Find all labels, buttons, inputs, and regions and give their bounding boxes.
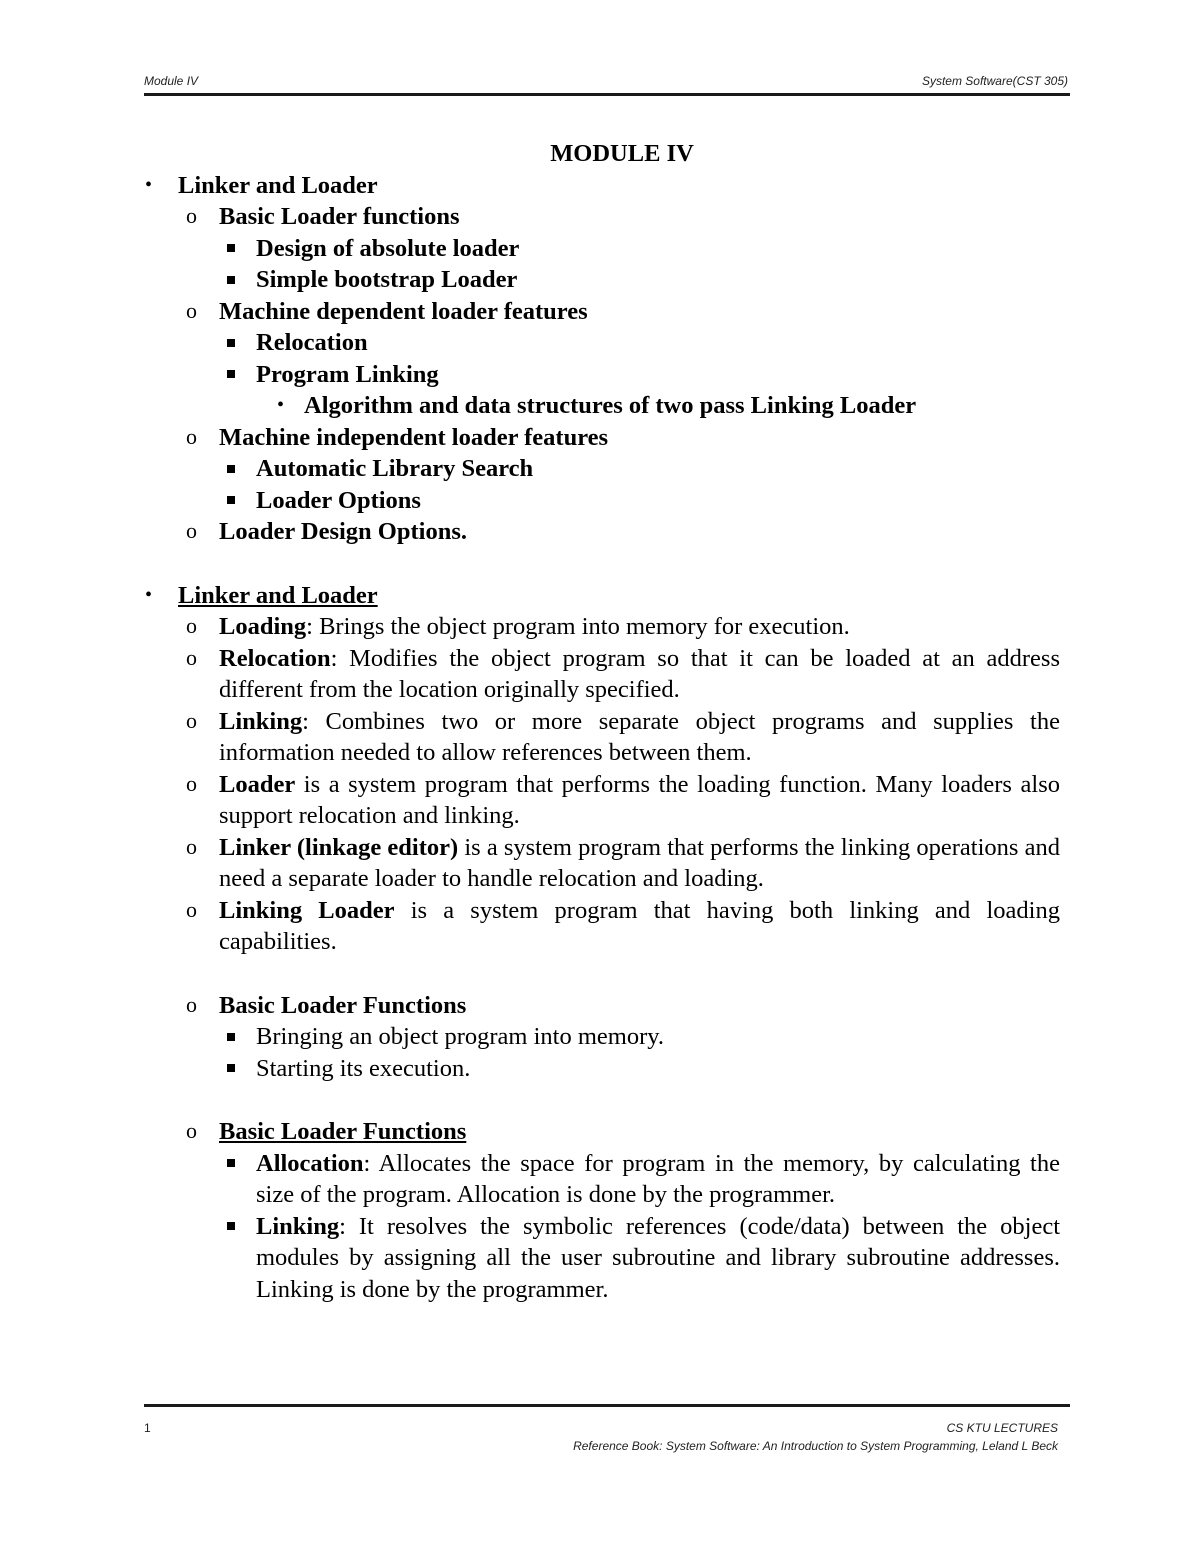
bullet-dot-icon: • [145,583,153,606]
header-course-label: System Software(CST 305) [921,74,1068,88]
functions-detail-term: Allocation [256,1149,364,1177]
definition-item [144,706,1060,769]
bullet-square-icon [227,1053,235,1085]
definition-term: Linking Loader [219,896,395,924]
outline-machine-independent-item-label: Loader Options [256,486,421,514]
definition-item [144,769,1060,832]
functions-detail-term: Linking [256,1212,340,1240]
definition-item [144,643,1060,706]
outline-basic-label: Basic Loader functions [219,203,460,230]
definition-term: Loader [219,770,296,798]
bullet-square-icon [227,264,235,296]
outline-machine-dependent-item-label: Relocation [256,329,368,356]
functions-detail-heading [144,1116,1060,1148]
bullet-circle-icon: o [186,707,197,733]
functions-heading [144,990,1060,1022]
bullet-circle-icon: o [186,896,197,922]
bullet-dot-icon: • [145,173,153,196]
bullet-circle-icon: o [186,423,197,449]
outline-machine-dependent-item [144,359,1060,391]
outline-basic [144,201,1060,233]
section-heading-label: Linker and Loader [178,581,378,609]
definition-term: Linker (linkage editor) [219,833,459,861]
functions-detail-text: : Allocates the space for program in the memory, by calculating the size of the program. Allocation is done by the programmer. [256,1149,1060,1208]
outline-machine-independent [144,422,1060,454]
definition-text: : Modifies the object program so that it can be loaded at an address different from the location originally specified. [219,644,1060,703]
bullet-square-icon [227,1021,235,1053]
header-rule [144,93,1070,96]
definition-text: is a system program that performs the linking operations and need a separate loader to handle relocation and loading. [219,833,1060,892]
outline-topic [144,170,1060,202]
definition-item [144,611,1060,643]
document-body [144,138,1060,1305]
bullet-square-icon [227,485,235,517]
bullet-square-icon [227,327,235,359]
definition-item [144,895,1060,958]
outline-linking-subitem-label: Algorithm and data structures of two pass Linking Loader [304,392,917,419]
bullet-circle-icon: o [186,613,197,638]
outline-design-options [144,516,1060,548]
functions-item-label: Starting its execution. [256,1054,471,1082]
outline-topic-label: Linker and Loader [178,171,378,199]
functions-item [144,1053,1060,1085]
bullet-circle-icon: o [186,833,197,859]
header-module-label: Module IV [144,74,199,88]
outline-basic-item [144,264,1060,296]
bullet-square-icon [227,359,235,391]
outline-machine-dependent-item [144,327,1060,359]
bullet-square-icon [227,453,235,485]
outline-design-options-label: Loader Design Options. [219,518,467,545]
functions-detail-text: : It resolves the symbolic references (code/data) between the object modules by assigning all the user subroutine and library subroutine addresses. Linking is done by the programmer. [256,1212,1060,1303]
outline-basic-item-label: Simple bootstrap Loader [256,266,518,293]
outline-basic-item [144,233,1060,265]
functions-heading-label: Basic Loader Functions [219,991,467,1019]
bullet-circle-icon: o [186,991,197,1017]
bullet-dot-icon: • [277,394,285,416]
bullet-circle-icon: o [186,297,197,323]
page-footer [144,1419,1058,1455]
definition-item [144,832,1060,895]
definition-text: is a system program that having both linking and loading capabilities. [219,896,1060,955]
bullet-circle-icon: o [186,1118,197,1143]
footer-rule [144,1404,1070,1407]
footer-credit: CS KTU LECTURES [946,1421,1058,1435]
definition-text: : Combines two or more separate object programs and supplies the information needed to allow references between them. [219,707,1060,766]
functions-detail-item [144,1148,1060,1211]
page-number: 1 [144,1421,151,1435]
outline-machine-independent-item-label: Automatic Library Search [256,455,534,482]
outline-machine-dependent [144,296,1060,328]
functions-item [144,1021,1060,1053]
definition-term: Relocation [219,644,331,672]
definition-term: Linking [219,707,303,735]
footer-reference: Reference Book: System Software: An Introduction to System Programming, Leland L Beck [573,1439,1058,1453]
definition-text: is a system program that performs the loading function. Many loaders also support relocation and linking. [219,770,1060,829]
outline-linking-subitem [144,390,1060,422]
definition-text: : Brings the object program into memory for execution. [306,613,850,640]
outline-machine-dependent-label: Machine dependent loader features [219,297,588,325]
bullet-circle-icon: o [186,518,197,543]
outline-machine-independent-item [144,485,1060,517]
bullet-square-icon [227,1148,235,1180]
bullet-square-icon [227,1211,235,1243]
functions-item-label: Bringing an object program into memory. [256,1023,665,1050]
outline-machine-dependent-item-label: Program Linking [256,360,439,388]
bullet-circle-icon: o [186,644,197,670]
outline-basic-item-label: Design of absolute loader [256,234,520,262]
page-title: MODULE IV [550,140,694,167]
section-heading [144,580,1060,612]
bullet-circle-icon: o [186,770,197,796]
definition-term: Loading [219,613,307,640]
bullet-circle-icon: o [186,203,197,228]
outline-machine-independent-label: Machine independent loader features [219,423,609,451]
functions-detail-heading-label: Basic Loader Functions [219,1118,467,1145]
outline-machine-independent-item [144,453,1060,485]
functions-detail-item [144,1211,1060,1306]
bullet-square-icon [227,233,235,265]
